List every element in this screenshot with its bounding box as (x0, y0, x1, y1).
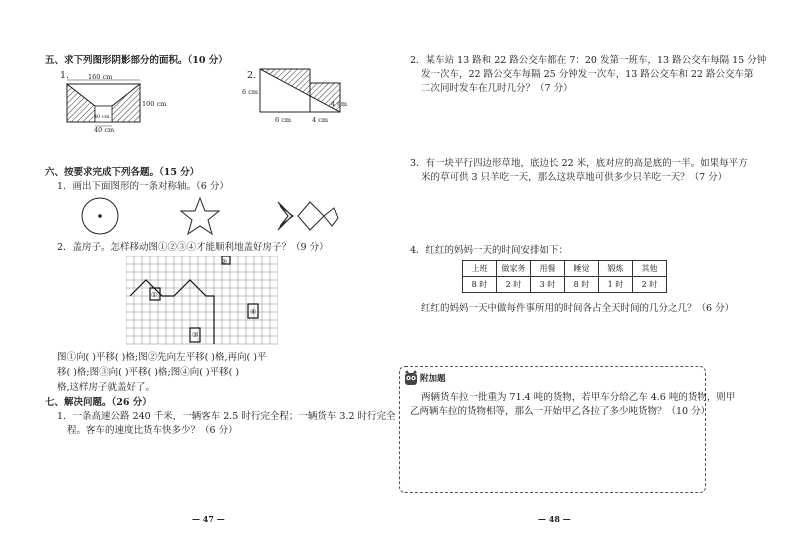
schedule-value: 2 时 (497, 277, 531, 293)
schedule-value: 1 时 (599, 277, 633, 293)
section6-title: 六、按要求完成下列各题。（15 分） (45, 167, 200, 178)
figure2-left-label: 6 cm (242, 88, 259, 96)
bonus-box (399, 366, 706, 493)
grid-label-1: ① (151, 291, 158, 299)
sec6-q1-text: 1．画出下面图形的一条对称轴。（6 分） (57, 181, 229, 192)
page-number-left: — 47 — (192, 514, 225, 524)
grid-label-4: ④ (250, 308, 257, 316)
sec6-answer-line1: 图①向( )平移( )格;图②先向左平移( )格,再向( )平 (57, 352, 267, 363)
figure1-inner-label: 40 cm (94, 114, 110, 120)
bonus-line2: 乙两辆车拉的货物相等，那么一开始甲乙各拉了多少吨货物？（10 分） (410, 406, 711, 417)
schedule-value: 8 时 (565, 277, 599, 293)
schedule-header: 其他 (633, 261, 667, 277)
grid-label-3: ③ (192, 331, 199, 339)
schedule-value-row (463, 277, 667, 293)
sec7-q1-line2: 程。客车的速度比货车快多少？（6 分） (67, 425, 238, 436)
symmetry-shapes (80, 196, 350, 241)
sec6-answer-line3: 格,这样房子就盖好了。 (57, 382, 156, 393)
page-number-right: — 48 — (538, 514, 571, 524)
bonus-title: 附加题 (420, 374, 446, 384)
schedule-header: 做家务 (497, 261, 531, 277)
schedule-header: 用餐 (531, 261, 565, 277)
sec6-q2-text: 2．盖房子。怎样移动图①②③④才能顺利地盖好房子？（9 分） (57, 242, 329, 253)
star-shape (181, 198, 219, 234)
schedule-header: 睡觉 (565, 261, 599, 277)
figure2-number: 2. (247, 70, 257, 81)
schedule-value: 8 时 (463, 277, 497, 293)
figure2-bottom2-label: 4 cm (312, 116, 329, 124)
schedule-header-row (463, 261, 667, 277)
q2-line1: 2．某车站 13 路和 22 路公交车都在 7：20 发第一班车，13 路公交车每隔 15 分钟 (410, 55, 767, 66)
q4-line2: 红红的妈妈一天中做每件事所用的时间各占全天时间的几分之几？（6 分） (421, 303, 735, 314)
house-grid (126, 256, 278, 346)
circle-shape (82, 198, 118, 234)
q3-line1: 3．有一块平行四边形草地，底边长 22 米，底对应的高是底的一半。如果每平方 (410, 158, 748, 169)
q2-line2: 发一次车，22 路公交车每隔 25 分钟发一次车，13 路公交车和 22 路公交车第 (421, 69, 754, 80)
figure1-bottom-label: 40 cm (94, 126, 115, 134)
schedule-table (462, 260, 667, 293)
sec6-answer-line2: 移( )格;图③向( )平移( )格;图④向( )平移( ) (57, 367, 240, 378)
schedule-value: 3 时 (531, 277, 565, 293)
fish-shape (278, 202, 338, 230)
figure2-bottom1-label: 6 cm (275, 116, 292, 124)
sec7-q1-line1: 1．一条高速公路 240 千米，一辆客车 2.5 时行完全程；一辆货车 3.2 时行完全 (57, 411, 396, 422)
schedule-header: 上班 (463, 261, 497, 277)
owl-icon (403, 370, 419, 386)
q3-line2: 米的草可供 3 只羊吃一天，那么这块草地可供多少只羊吃一天？（7 分） (421, 172, 728, 183)
figure1-top-label: 160 cm (88, 73, 113, 81)
q2-line3: 二次同时发车在几时几分？（7 分） (421, 83, 573, 94)
q4-line1: 4．红红的妈妈一天的时间安排如下： (410, 245, 569, 256)
figure1-right-label: 100 cm (142, 100, 167, 108)
figure2-right-label: 4 cm (331, 100, 348, 108)
figure2-diagram (255, 66, 348, 122)
section5-title: 五、求下列图形阴影部分的面积。（10 分） (45, 55, 228, 66)
bonus-line1: 两辆货车拉一批重为 71.4 吨的货物，若甲车分给乙车 4.6 吨的货物，则甲 (421, 392, 736, 403)
grid-label-2: ② (221, 258, 228, 266)
section7-title: 七、解决问题。（26 分） (45, 397, 152, 408)
schedule-value: 2 时 (633, 277, 667, 293)
schedule-header: 锻炼 (599, 261, 633, 277)
figure1-number: 1. (60, 70, 70, 81)
